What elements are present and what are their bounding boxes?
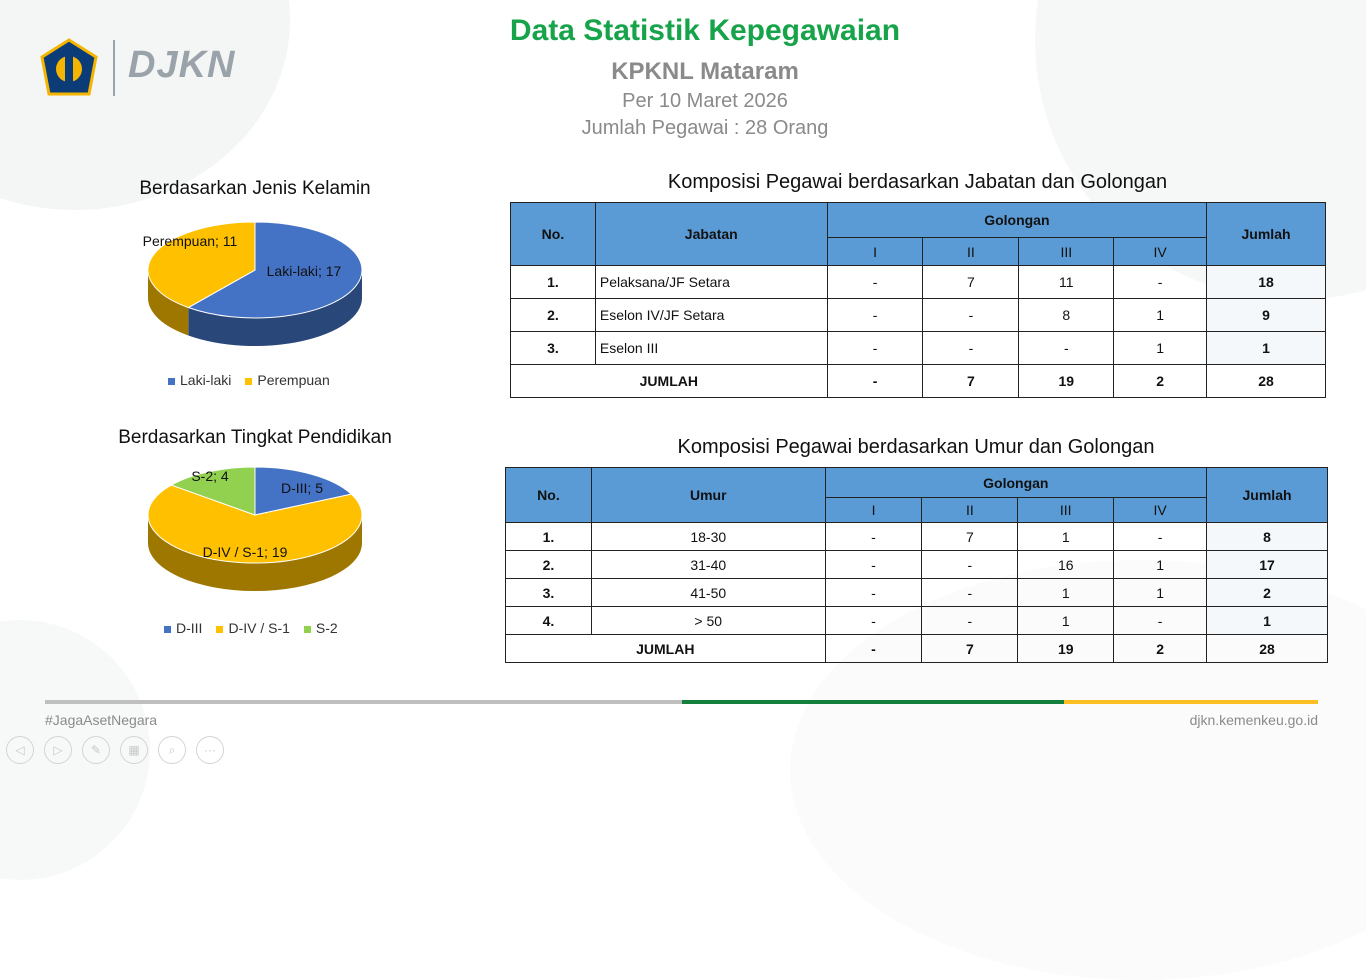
sum-grade-i: - <box>825 635 922 663</box>
cell-total: 8 <box>1207 523 1328 551</box>
next-slide-button[interactable]: ▷ <box>44 736 72 764</box>
cell-total: 1 <box>1207 607 1328 635</box>
table1-title: Komposisi Pegawai berdasarkan Jabatan dan Golongan <box>667 171 1168 193</box>
row-age: > 50 <box>591 607 825 635</box>
sum-grade-ii: 7 <box>922 635 1018 663</box>
col-header-grade-iii: III <box>1019 238 1114 266</box>
table-row <box>511 299 1326 332</box>
cell-grade-iii: 1 <box>1018 523 1114 551</box>
cell-grade-iv: - <box>1114 607 1207 635</box>
legend-item: D-IV / S-1 <box>216 620 289 636</box>
age-grade-table <box>505 467 1328 663</box>
slide-grid-button[interactable]: ▦ <box>120 736 148 764</box>
cell-grade-i: - <box>825 607 922 635</box>
col-header-grade: Golongan <box>825 468 1206 498</box>
sum-label: JUMLAH <box>506 635 826 663</box>
legend-swatch <box>164 626 171 633</box>
cell-grade-i: - <box>825 579 922 607</box>
table-row <box>506 523 1328 551</box>
cell-grade-iv: 1 <box>1114 332 1207 365</box>
sum-grade-iv: 2 <box>1114 365 1207 398</box>
previous-slide-button[interactable]: ◁ <box>6 736 34 764</box>
row-age: 41-50 <box>591 579 825 607</box>
cell-grade-ii: - <box>922 579 1018 607</box>
cell-total: 18 <box>1207 266 1326 299</box>
legend-item: Perempuan <box>245 372 329 388</box>
sum-grade-iii: 19 <box>1018 635 1114 663</box>
cell-grade-iii: 11 <box>1019 266 1114 299</box>
row-no: 2. <box>506 551 592 579</box>
sum-grade-iii: 19 <box>1019 365 1114 398</box>
cell-grade-ii: - <box>923 299 1019 332</box>
cell-grade-iv: - <box>1114 266 1207 299</box>
cell-grade-ii: 7 <box>923 266 1019 299</box>
zoom-button[interactable]: ⌕ <box>158 736 186 764</box>
sum-grade-iv: 2 <box>1114 635 1207 663</box>
col-header-grade-ii: II <box>922 498 1018 523</box>
page-title: Data Statistik Kepegawaian <box>509 14 901 47</box>
col-header-age: Umur <box>591 468 825 523</box>
row-position: Eselon III <box>595 332 827 365</box>
sum-total: 28 <box>1207 365 1326 398</box>
sum-grade-ii: 7 <box>923 365 1019 398</box>
footer-bar-yellow <box>1064 700 1318 704</box>
pen-tool-button[interactable]: ✎ <box>82 736 110 764</box>
row-no: 2. <box>511 299 596 332</box>
legend-item: S-2 <box>304 620 338 636</box>
table-sum-row <box>511 365 1326 398</box>
djkn-wordmark: DJKN <box>128 44 236 86</box>
row-position: Eselon IV/JF Setara <box>595 299 827 332</box>
cell-grade-ii: - <box>922 551 1018 579</box>
table-row <box>511 332 1326 365</box>
cell-grade-iii: 1 <box>1018 607 1114 635</box>
cell-grade-i: - <box>825 523 922 551</box>
legend-swatch <box>168 378 175 385</box>
row-age: 18-30 <box>591 523 825 551</box>
col-header-grade: Golongan <box>827 203 1206 238</box>
cell-grade-i: - <box>827 332 923 365</box>
col-header-grade-iii: III <box>1018 498 1114 523</box>
table-row <box>511 266 1326 299</box>
cell-grade-iii: 8 <box>1019 299 1114 332</box>
legend-swatch <box>245 378 252 385</box>
cell-total: 9 <box>1207 299 1326 332</box>
cell-grade-ii: 7 <box>922 523 1018 551</box>
employee-total: Jumlah Pegawai : 28 Orang <box>581 117 829 139</box>
col-header-no: No. <box>506 468 592 523</box>
gender-chart-title: Berdasarkan Jenis Kelamin <box>139 178 371 199</box>
pie-data-label: D-IV / S-1; 19 <box>202 544 288 560</box>
table-row <box>506 551 1328 579</box>
cell-grade-iii: 16 <box>1018 551 1114 579</box>
cell-grade-ii: - <box>922 607 1018 635</box>
col-header-total: Jumlah <box>1207 203 1326 266</box>
table-row <box>506 579 1328 607</box>
legend-swatch <box>304 626 311 633</box>
cell-grade-iii: 1 <box>1018 579 1114 607</box>
footer-hashtag: #JagaAsetNegara <box>45 712 158 728</box>
row-no: 1. <box>506 523 592 551</box>
legend-item: Laki-laki <box>168 372 231 388</box>
pie-data-label: D-III; 5 <box>280 480 324 496</box>
pie-data-label: Perempuan; 11 <box>142 233 238 249</box>
col-header-position: Jabatan <box>595 203 827 266</box>
office-name: KPKNL Mataram <box>611 58 799 85</box>
col-header-grade-iv: IV <box>1114 238 1207 266</box>
cell-grade-iv: - <box>1114 523 1207 551</box>
cell-grade-iv: 1 <box>1114 299 1207 332</box>
cell-total: 1 <box>1207 332 1326 365</box>
gender-legend <box>168 372 330 388</box>
table-sum-row <box>506 635 1328 663</box>
cell-grade-i: - <box>825 551 922 579</box>
row-no: 3. <box>511 332 596 365</box>
col-header-grade-iv: IV <box>1114 498 1207 523</box>
legend-swatch <box>216 626 223 633</box>
col-header-grade-i: I <box>827 238 923 266</box>
col-header-grade-ii: II <box>923 238 1019 266</box>
table-row <box>506 607 1328 635</box>
more-options-button[interactable]: ··· <box>196 736 224 764</box>
cell-grade-i: - <box>827 266 923 299</box>
pie-data-label: S-2; 4 <box>191 468 229 484</box>
table2-title: Komposisi Pegawai berdasarkan Umur dan Golongan <box>677 436 1155 458</box>
footer-bar-grey <box>45 700 682 704</box>
cell-grade-iv: 1 <box>1114 551 1207 579</box>
col-header-grade-i: I <box>825 498 922 523</box>
row-position: Pelaksana/JF Setara <box>595 266 827 299</box>
education-chart-title: Berdasarkan Tingkat Pendidikan <box>118 427 392 448</box>
footer-bar-green <box>682 700 1064 704</box>
cell-total: 17 <box>1207 551 1328 579</box>
row-no: 1. <box>511 266 596 299</box>
pie-data-label: Laki-laki; 17 <box>266 263 342 279</box>
education-legend <box>164 620 338 636</box>
cell-grade-i: - <box>827 299 923 332</box>
sum-label: JUMLAH <box>511 365 828 398</box>
gender-pie-chart <box>140 215 375 360</box>
col-header-total: Jumlah <box>1207 468 1328 523</box>
cell-grade-iii: - <box>1019 332 1114 365</box>
cell-grade-iv: 1 <box>1114 579 1207 607</box>
cell-grade-ii: - <box>923 332 1019 365</box>
legend-item: D-III <box>164 620 202 636</box>
sum-grade-i: - <box>827 365 923 398</box>
col-header-no: No. <box>511 203 596 266</box>
position-grade-table <box>510 202 1326 398</box>
row-no: 4. <box>506 607 592 635</box>
row-no: 3. <box>506 579 592 607</box>
row-age: 31-40 <box>591 551 825 579</box>
education-pie-chart <box>140 460 375 605</box>
footer-url[interactable]: djkn.kemenkeu.go.id <box>1189 712 1318 728</box>
report-date: Per 10 Maret 2026 <box>622 90 788 112</box>
sum-total: 28 <box>1207 635 1328 663</box>
cell-total: 2 <box>1207 579 1328 607</box>
